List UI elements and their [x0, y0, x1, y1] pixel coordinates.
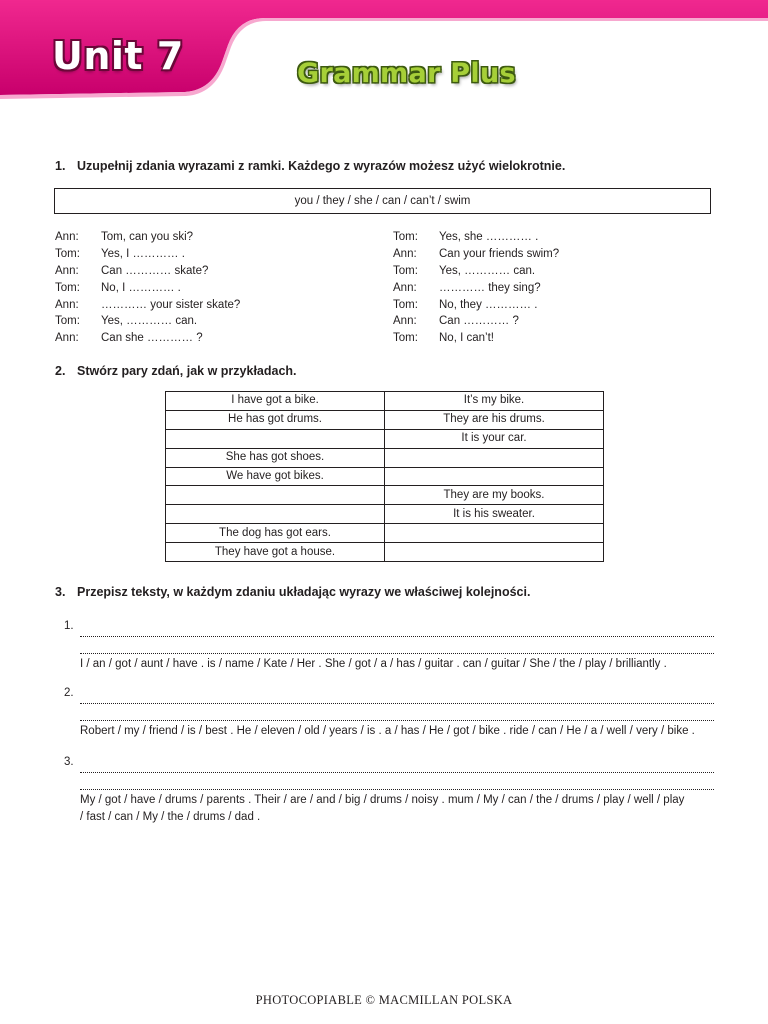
dialogue-line — [55, 297, 240, 314]
speaker: Ann: — [393, 281, 417, 294]
table-cell: We have got bikes. — [166, 467, 385, 486]
dialogue-text: Yes, I ………… . — [101, 247, 185, 260]
dialogue-line — [55, 246, 240, 263]
table-row — [166, 524, 604, 543]
dialogue-line — [393, 313, 559, 330]
table-row — [166, 392, 604, 411]
table-cell: She has got shoes. — [166, 448, 385, 467]
exercise-2-number: 2. — [55, 364, 66, 378]
table-row — [166, 486, 604, 505]
speaker: Ann: — [55, 231, 79, 243]
table-row — [166, 505, 604, 524]
dialogue-text: Can she ………… ? — [101, 332, 203, 345]
speaker: Ann: — [393, 247, 417, 260]
item-body — [80, 756, 714, 826]
table-cell[interactable] — [166, 429, 385, 448]
scrambled-text: / fast / can / My / the / drums / dad . — [80, 811, 261, 823]
table-cell: He has got drums. — [166, 410, 385, 429]
exercise-2-instruction: Stwórz pary zdań, jak w przykładach. — [77, 364, 297, 378]
speaker: Ann: — [393, 315, 417, 328]
table-cell[interactable] — [385, 467, 604, 486]
table-cell[interactable] — [385, 448, 604, 467]
dialogue-text: Yes, ………… can. — [101, 315, 198, 328]
table-cell: They are my books. — [385, 486, 604, 505]
table-cell: I have got a bike. — [166, 392, 385, 411]
scrambled-text: My / got / have / drums / parents . Their / are / and / big / drums / noisy . mum / My / can / the / drums / play / well / play — [80, 794, 685, 806]
exercise-2-heading — [55, 364, 297, 378]
dialogue-text: No, I can’t! — [439, 332, 494, 345]
table-cell[interactable] — [166, 505, 385, 524]
table-cell: They are his drums. — [385, 410, 604, 429]
dialogue-text: ………… they sing? — [439, 281, 541, 294]
dialogue-right-column — [393, 229, 559, 347]
answer-line[interactable] — [80, 620, 714, 637]
exercise-1-heading — [55, 159, 565, 173]
table-row — [166, 467, 604, 486]
dialogue-text: ………… your sister skate? — [101, 298, 241, 311]
scrambled-text: I / an / got / aunt / have . is / name / Kate / Her . She / got / a / has / guitar . can / guitar / She / the / play / brilliantly . — [80, 658, 667, 670]
item-number: 2. — [64, 687, 74, 699]
dialogue-line — [55, 313, 240, 330]
table-cell: It is his sweater. — [385, 505, 604, 524]
table-row — [166, 448, 604, 467]
item-number: 1. — [64, 620, 74, 632]
exercise-3-number: 3. — [55, 585, 66, 599]
answer-line[interactable] — [80, 756, 714, 773]
dialogue-text: Tom, can you ski? — [101, 231, 194, 243]
table-cell[interactable] — [385, 524, 604, 543]
dialogue-line — [55, 229, 240, 246]
table-cell: It is your car. — [385, 429, 604, 448]
page-footer: PHOTOCOPIABLE © MACMILLAN POLSKA — [255, 993, 513, 1007]
answer-line[interactable] — [80, 773, 714, 790]
item-body — [80, 687, 714, 740]
speaker: Tom: — [393, 332, 418, 345]
dialogue-text: Yes, she ………… . — [439, 231, 539, 243]
unit-title: Unit 7 — [52, 34, 184, 78]
dialogue-line — [393, 246, 559, 263]
dialogue-line — [393, 229, 559, 246]
table-cell[interactable] — [166, 486, 385, 505]
speaker: Tom: — [55, 281, 80, 294]
answer-line[interactable] — [80, 687, 714, 704]
page-header — [0, 0, 768, 110]
dialogue-text: No, they ………… . — [439, 298, 538, 311]
table-row — [166, 410, 604, 429]
speaker: Tom: — [393, 231, 418, 243]
table-cell[interactable] — [385, 543, 604, 562]
dialogue-line — [393, 280, 559, 297]
exercise-3-instruction: Przepisz teksty, w każdym zdaniu układając wyrazy we właściwej kolejności. — [77, 585, 531, 599]
speaker: Tom: — [393, 264, 418, 277]
speaker: Tom: — [55, 247, 80, 260]
dialogue-text: Can ………… skate? — [101, 264, 209, 277]
speaker: Ann: — [55, 264, 79, 277]
item-body — [80, 620, 714, 673]
table-row — [166, 429, 604, 448]
scrambled-text: Robert / my / friend / is / best . He / eleven / old / years / is . a / has / He / got / bike . ride / can / He / a / well / very / bike . — [80, 725, 695, 737]
dialogue-text: Can ………… ? — [439, 315, 519, 328]
dialogue-line — [55, 280, 240, 297]
exercise-1-number: 1. — [55, 159, 66, 173]
dialogue-left-column — [55, 229, 240, 347]
speaker: Tom: — [393, 298, 418, 311]
dialogue-text: Can your friends swim? — [439, 247, 560, 260]
dialogue-text: Yes, ………… can. — [439, 264, 536, 277]
table-cell: It’s my bike. — [385, 392, 604, 411]
dialogue-text: No, I ………… . — [101, 281, 181, 294]
table-row — [166, 543, 604, 562]
answer-line[interactable] — [80, 637, 714, 654]
dialogue-line — [55, 330, 240, 347]
exercise-3-heading — [55, 585, 530, 599]
sentence-pairs-table — [165, 391, 604, 562]
word-box: you / they / she / can / can’t / swim — [54, 188, 711, 214]
dialogue-line — [393, 330, 559, 347]
speaker: Ann: — [55, 298, 79, 311]
dialogue-line — [55, 263, 240, 280]
item-number: 3. — [64, 756, 74, 768]
speaker: Tom: — [55, 315, 80, 328]
dialogue-line — [393, 297, 559, 314]
table-cell: They have got a house. — [166, 543, 385, 562]
exercise-1-instruction: Uzupełnij zdania wyrazami z ramki. Każdego z wyrazów możesz użyć wielokrotnie. — [77, 159, 566, 173]
speaker: Ann: — [55, 332, 79, 345]
dialogue-line — [393, 263, 559, 280]
answer-line[interactable] — [80, 704, 714, 721]
table-cell: The dog has got ears. — [166, 524, 385, 543]
section-title: Grammar Plus — [297, 58, 516, 89]
